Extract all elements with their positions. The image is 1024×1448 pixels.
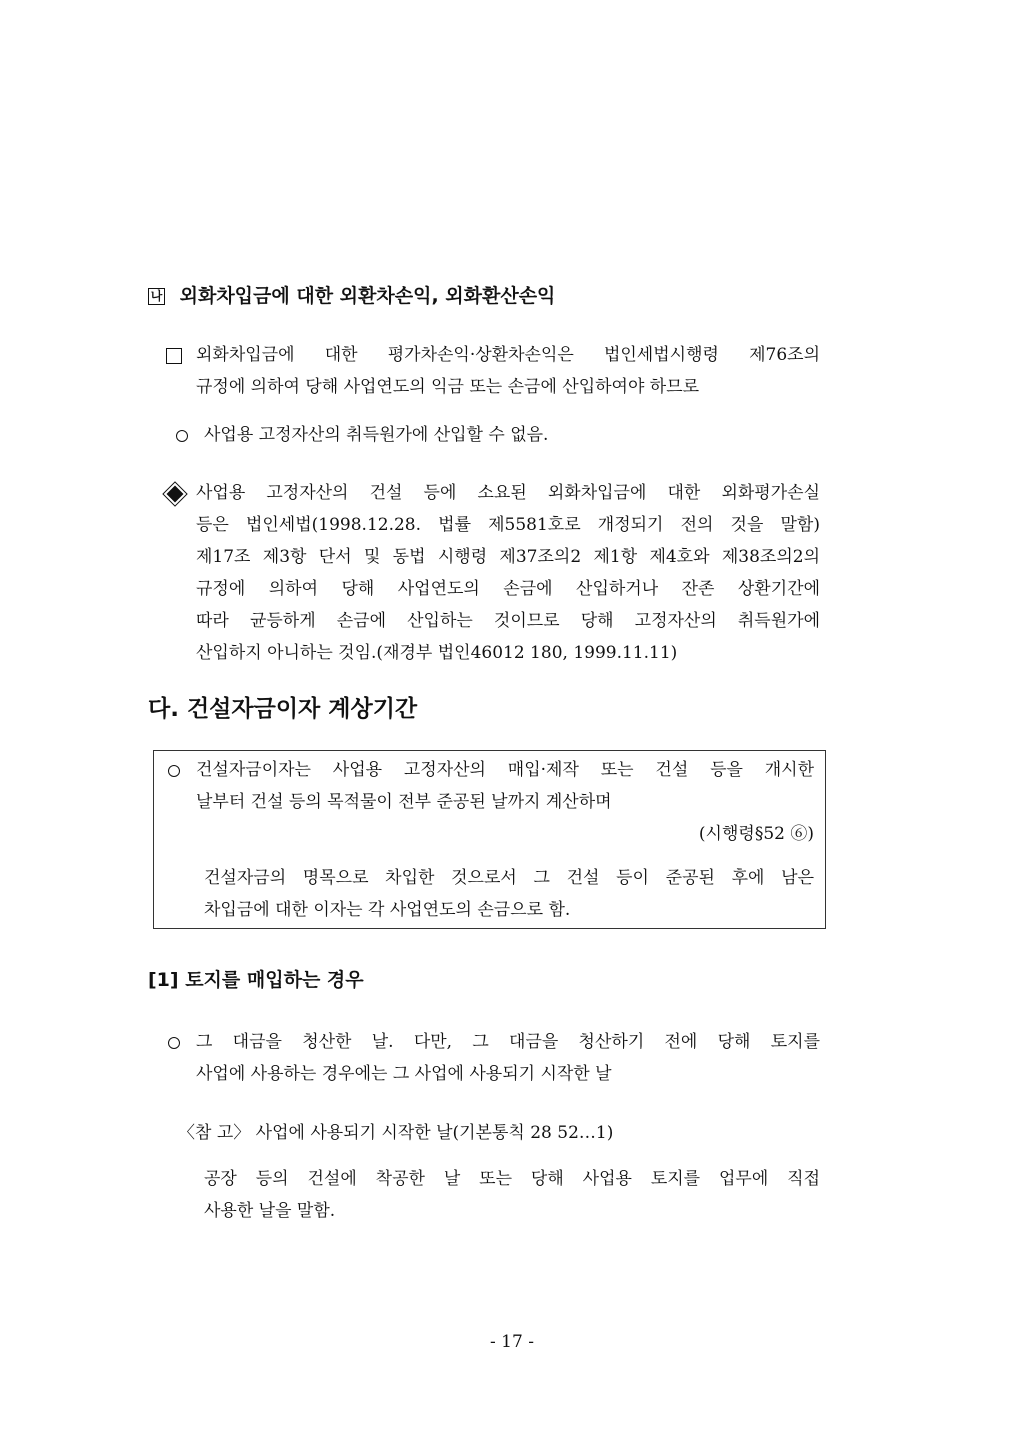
- land-circle-item: [168, 1026, 820, 1090]
- diamond-item-line: 규정에 의하여 당해 사업연도의 손금에 산입하거나 잔존 상환기간에: [196, 579, 820, 599]
- square-item-line: 규정에 의하여 당해 사업연도의 익금 또는 손금에 산입하여야 하므로: [196, 377, 700, 397]
- diamond-item-line: 제17조 제3항 단서 및 동법 시행령 제37조의2 제1항 제4호와 제38조의2의: [196, 547, 820, 567]
- diamond-item-line: 등은 법인세법(1998.12.28. 법률 제5581호로 개정되기 전의 것을 말함): [196, 515, 820, 535]
- page-number: - 17 -: [490, 1332, 534, 1352]
- reference-note: [204, 1163, 820, 1227]
- sub-b-marker: 나: [148, 288, 165, 305]
- reference-note-line: 공장 등의 건설에 착공한 날 또는 당해 사업용 토지를 업무에 직접: [204, 1169, 820, 1189]
- box-item-line: 건설자금이자는 사업용 고정자산의 매입·제작 또는 건설 등을 개시한: [196, 760, 814, 780]
- diamond-bullet-icon: [167, 486, 184, 503]
- square-item-line: 외화차입금에 대한 평가차손익·상환차손익은 법인세법시행령 제76조의: [196, 345, 820, 365]
- circle-bullet-item: [176, 419, 548, 451]
- reference-note-line: 사용한 날을 말함.: [204, 1201, 336, 1221]
- land-item-line: 사업에 사용하는 경우에는 그 사업에 사용되기 시작한 날: [196, 1064, 612, 1084]
- box-reference: (시행령§52 ⑥): [698, 824, 814, 844]
- box-note: [204, 862, 814, 926]
- box-note-line: 건설자금의 명목으로 차입한 것으로서 그 건설 등이 준공된 후에 남은: [204, 868, 814, 888]
- sub-b-heading-text: 외화차입금에 대한 외환차손익, 외화환산손익: [179, 285, 556, 307]
- section-c-heading: 다. 건설자금이자 계상기간: [148, 696, 418, 722]
- circle-bullet-icon: [168, 765, 180, 777]
- sub-b-heading: [148, 283, 555, 309]
- box-circle-item: [168, 754, 814, 850]
- circle-bullet-icon: [168, 1037, 180, 1049]
- square-bullet-icon: [166, 348, 182, 364]
- square-bullet-item: [166, 339, 820, 403]
- box-note-line: 차입금에 대한 이자는 각 사업연도의 손금으로 함.: [204, 900, 571, 920]
- circle-item-text: 사업용 고정자산의 취득원가에 산입할 수 없음.: [204, 425, 549, 445]
- item-1-heading: [1] 토지를 매입하는 경우: [148, 969, 364, 991]
- diamond-item-line: 산입하지 아니하는 것임.(재경부 법인46012 180, 1999.11.11): [196, 643, 678, 663]
- box-item-line: 날부터 건설 등의 목적물이 전부 준공된 날까지 계산하며: [196, 792, 612, 812]
- circle-bullet-icon: [176, 430, 188, 442]
- reference-line: 〈참 고〉 사업에 사용되기 시작한 날(기본통칙 28 52…1): [178, 1123, 614, 1143]
- diamond-bullet-item: [166, 477, 820, 669]
- land-item-line: 그 대금을 청산한 날. 다만, 그 대금을 청산하기 전에 당해 토지를: [196, 1032, 820, 1052]
- diamond-item-line: 사업용 고정자산의 건설 등에 소요된 외화차입금에 대한 외화평가손실: [196, 483, 820, 503]
- diamond-item-line: 따라 균등하게 손금에 산입하는 것이므로 당해 고정자산의 취득원가에: [196, 611, 820, 631]
